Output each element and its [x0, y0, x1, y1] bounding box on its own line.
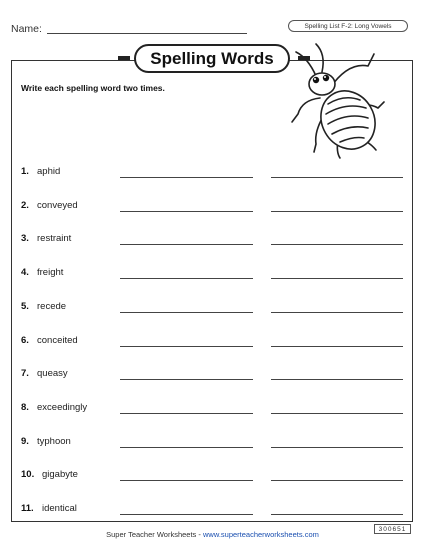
answer-line-2[interactable]: [271, 346, 403, 347]
word-row: [21, 436, 411, 450]
spelling-word: aphid: [37, 166, 61, 177]
answer-line-1[interactable]: [120, 211, 253, 212]
answer-line-2[interactable]: [271, 514, 403, 515]
word-number: 1.: [21, 166, 29, 177]
answer-line-2[interactable]: [271, 211, 403, 212]
spelling-word: typhoon: [37, 435, 71, 447]
word-number: 2.: [21, 199, 29, 211]
word-row: [21, 503, 411, 517]
word-row: [21, 469, 411, 483]
answer-line-1[interactable]: [120, 413, 253, 414]
answer-line-2[interactable]: [271, 447, 403, 448]
instructions: Write each spelling word two times.: [21, 83, 165, 93]
spelling-word: conveyed: [37, 199, 78, 211]
word-row: [21, 200, 411, 214]
answer-line-2[interactable]: [271, 312, 403, 313]
answer-line-1[interactable]: [120, 379, 253, 380]
page-title: Spelling Words: [134, 44, 290, 73]
answer-line-1[interactable]: [120, 244, 253, 245]
spelling-word: exceedingly: [37, 401, 88, 413]
worksheet-code: 300651: [374, 524, 411, 534]
answer-line-1[interactable]: [120, 447, 253, 448]
word-number: 4.: [21, 267, 29, 279]
spelling-word: conceited: [37, 334, 78, 346]
answer-line-1[interactable]: [120, 514, 253, 515]
answer-line-2[interactable]: [271, 244, 403, 245]
word-row: [21, 402, 411, 416]
answer-line-1[interactable]: [120, 346, 253, 347]
footer: [0, 530, 425, 539]
bug-icon: [286, 40, 386, 160]
word-row: [21, 267, 411, 281]
word-number: 3.: [21, 233, 29, 245]
spelling-word: restraint: [37, 233, 72, 245]
word-number: 8.: [21, 401, 29, 413]
word-number: 6.: [21, 334, 29, 346]
footer-link[interactable]: www.superteacherworksheets.com: [202, 530, 319, 539]
word-row: [21, 335, 411, 349]
spelling-word: identical: [42, 503, 77, 514]
word-number: 10.: [21, 469, 35, 481]
footer-brand: Super Teacher Worksheets: [106, 530, 197, 539]
word-row: [21, 301, 411, 315]
footer-separator: -: [196, 530, 203, 539]
answer-line-2[interactable]: [271, 177, 403, 178]
word-number: 9.: [21, 435, 29, 447]
word-number: 5.: [21, 300, 29, 312]
answer-line-1[interactable]: [120, 312, 253, 313]
word-row: [21, 166, 411, 180]
word-row: [21, 233, 411, 247]
name-label: Name:: [11, 23, 42, 35]
answer-line-1[interactable]: [120, 278, 253, 279]
spelling-word: freight: [37, 267, 64, 279]
name-line[interactable]: [47, 33, 247, 34]
answer-line-2[interactable]: [271, 480, 403, 481]
answer-line-2[interactable]: [271, 278, 403, 279]
answer-line-2[interactable]: [271, 379, 403, 380]
word-number: 7.: [21, 368, 29, 380]
spelling-word: queasy: [37, 368, 68, 380]
word-row: [21, 368, 411, 382]
spelling-word: gigabyte: [42, 469, 78, 481]
answer-line-1[interactable]: [120, 480, 253, 481]
spelling-list-tag: Spelling List F-2: Long Vowels: [288, 20, 408, 32]
answer-line-2[interactable]: [271, 413, 403, 414]
word-number: 11.: [21, 503, 34, 514]
spelling-word: recede: [37, 300, 67, 312]
answer-line-1[interactable]: [120, 177, 253, 178]
